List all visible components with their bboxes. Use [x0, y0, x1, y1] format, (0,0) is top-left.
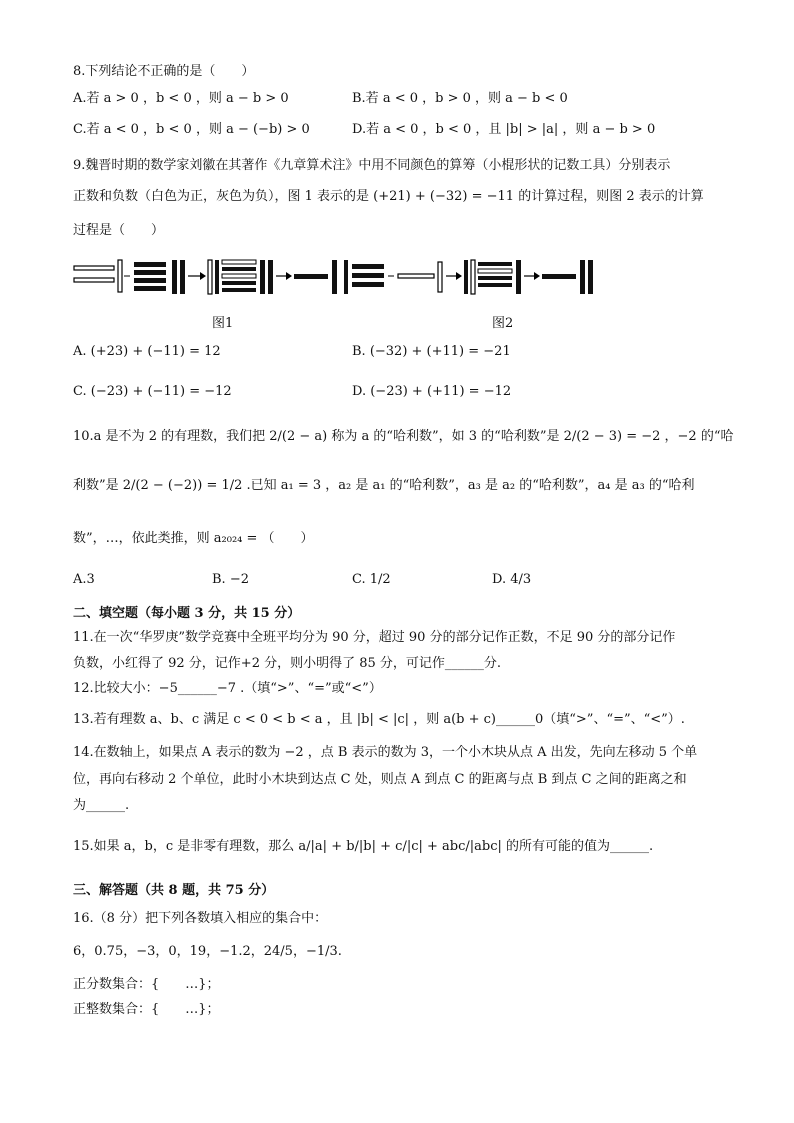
section-2-heading: 二、填空题（每小题 3 分，共 15 分） [73, 606, 301, 621]
q16-set-positive-integers: 正整数集合：{ …}； [73, 1002, 220, 1017]
q10-option-b: B. −2 [212, 572, 249, 587]
figure-2-rods [344, 260, 593, 294]
q9-line2: 正数和负数（白色为正，灰色为负），图 1 表示的是 (+21) + (−32) = −11 的计算过程，则图 2 表示的计算 [73, 189, 704, 204]
q11-line1: 11.在一次“华罗庚”数学竞赛中全班平均分为 90 分，超过 90 分的部分记作正数，不足 90 分的部分记作 [73, 630, 676, 645]
q14-line3: 为______. [73, 798, 130, 813]
figure-1-label: 图1 [212, 316, 234, 331]
q10-line2: 利数”是 2/(2 − (−2)) = 1/2 .已知 a₁ = 3 ，a₂ 是 a₁ 的“哈利数”，a₃ 是 a₂ 的“哈利数”，a₄ 是 a₃ 的“哈利 [73, 478, 695, 493]
q9-line3: 过程是（ ） [73, 223, 165, 238]
counting-rods-figures [72, 256, 612, 298]
q8-option-a: A.若 a > 0 ，b < 0 ，则 a − b > 0 [73, 91, 289, 106]
q9-option-b: B. (−32) + (+11) = −21 [352, 344, 511, 359]
q8-option-d: D.若 a < 0 ，b < 0 ，且 |b| > |a| ，则 a − b > 0 [352, 122, 656, 137]
q10-option-d: D. 4/3 [492, 572, 532, 587]
q10-line1: 10.a 是不为 2 的有理数，我们把 2/(2 − a) 称为 a 的“哈利数”，如 3 的“哈利数”是 2/(2 − 3) = −2 ，−2 的“哈 [73, 429, 734, 444]
q8-stem: 8.下列结论不正确的是（ ） [73, 64, 255, 79]
q10-option-a: A.3 [73, 572, 95, 587]
q15: 15.如果 a，b，c 是非零有理数，那么 a/|a| + b/|b| + c/|c| + abc/|abc| 的所有可能的值为______. [73, 839, 654, 854]
figure-1-rods [74, 260, 337, 294]
q10-line3: 数”，…，依此类推，则 a₂₀₂₄ = （ ） [73, 531, 314, 546]
q10-option-c: C. 1/2 [352, 572, 391, 587]
q8-option-c: C.若 a < 0 ，b < 0 ，则 a − (−b) > 0 [73, 122, 310, 137]
section-3-heading: 三、解答题（共 8 题，共 75 分） [73, 883, 275, 898]
q9-option-a: A. (+23) + (−11) = 12 [73, 344, 221, 359]
q9-option-d: D. (−23) + (+11) = −12 [352, 384, 512, 399]
q9-line1: 9.魏晋时期的数学家刘徽在其著作《九章算术注》中用不同颜色的算筹（小棍形状的记数工具）分别表示 [73, 158, 671, 173]
q11-line2: 负数，小红得了 92 分，记作+2 分，则小明得了 85 分，可记作______分. [73, 656, 502, 671]
q8-option-b: B.若 a < 0 ，b > 0 ，则 a − b < 0 [352, 91, 568, 106]
q16-stem: 16.（8 分）把下列各数填入相应的集合中： [73, 911, 328, 926]
q14-line1: 14.在数轴上，如果点 A 表示的数为 −2 ，点 B 表示的数为 3，一个小木块从点 A 出发，先向左移动 5 个单 [73, 745, 698, 760]
q16-set-positive-fractions: 正分数集合：{ …}； [73, 977, 220, 992]
q14-line2: 位，再向右移动 2 个单位，此时小木块到达点 C 处，则点 A 到点 C 的距离与点 B 到点 C 之间的距离之和 [73, 772, 687, 787]
q12: 12.比较大小：−5______−7 .（填“>”、“=”或“<”） [73, 681, 382, 696]
q9-option-c: C. (−23) + (−11) = −12 [73, 384, 232, 399]
figure-2-label: 图2 [492, 316, 514, 331]
q13: 13.若有理数 a、b、c 满足 c < 0 < b < a ，且 |b| < |c| ，则 a(b + c)______0（填“>”、“=”、“<”）. [73, 712, 685, 727]
q16-numbers: 6，0.75，−3，0，19，−1.2，24/5，−1/3. [73, 944, 342, 959]
